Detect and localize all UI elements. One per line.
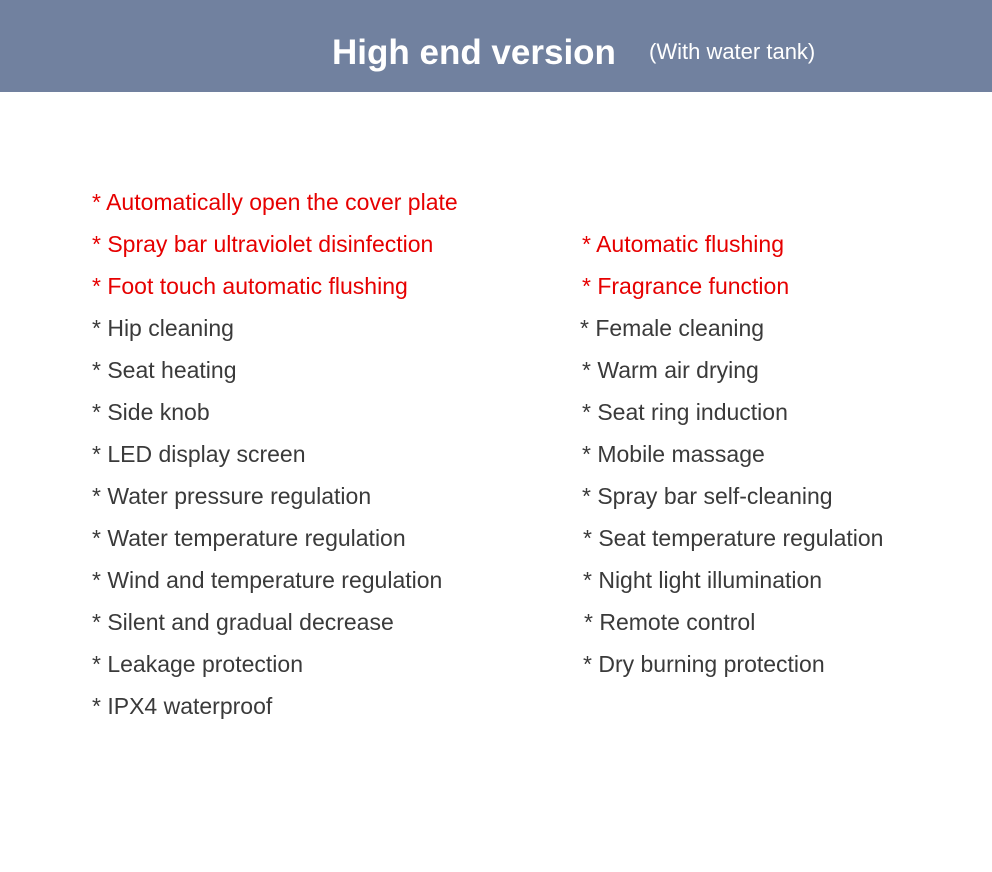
feature-item: * Wind and temperature regulation bbox=[92, 567, 443, 593]
feature-item: * Warm air drying bbox=[582, 357, 759, 383]
feature-item: * LED display screen bbox=[92, 441, 306, 467]
feature-item: * Dry burning protection bbox=[583, 651, 825, 677]
feature-item: * IPX4 waterproof bbox=[92, 693, 273, 719]
page-subtitle: (With water tank) bbox=[649, 39, 816, 64]
feature-item: * Side knob bbox=[92, 399, 210, 425]
feature-item: * Female cleaning bbox=[580, 315, 765, 341]
feature-item: * Night light illumination bbox=[583, 567, 823, 593]
feature-item: * Automatic flushing bbox=[582, 231, 785, 257]
feature-item: * Water temperature regulation bbox=[92, 525, 406, 551]
feature-item: * Seat ring induction bbox=[582, 399, 788, 425]
feature-item: * Automatically open the cover plate bbox=[92, 189, 458, 215]
feature-item: * Mobile massage bbox=[582, 441, 765, 467]
feature-item: * Foot touch automatic flushing bbox=[92, 273, 408, 299]
feature-item: * Silent and gradual decrease bbox=[92, 609, 394, 635]
feature-item: * Water pressure regulation bbox=[92, 483, 372, 509]
feature-item: * Remote control bbox=[584, 609, 756, 635]
feature-item: * Spray bar self-cleaning bbox=[582, 483, 833, 509]
feature-item: * Seat temperature regulation bbox=[583, 525, 884, 551]
feature-item: * Leakage protection bbox=[92, 651, 303, 677]
feature-item: * Seat heating bbox=[92, 357, 237, 383]
feature-item: * Spray bar ultraviolet disinfection bbox=[92, 231, 434, 257]
feature-item: * Fragrance function bbox=[582, 273, 790, 299]
feature-item: * Hip cleaning bbox=[92, 315, 234, 341]
page-title: High end version bbox=[332, 33, 616, 72]
